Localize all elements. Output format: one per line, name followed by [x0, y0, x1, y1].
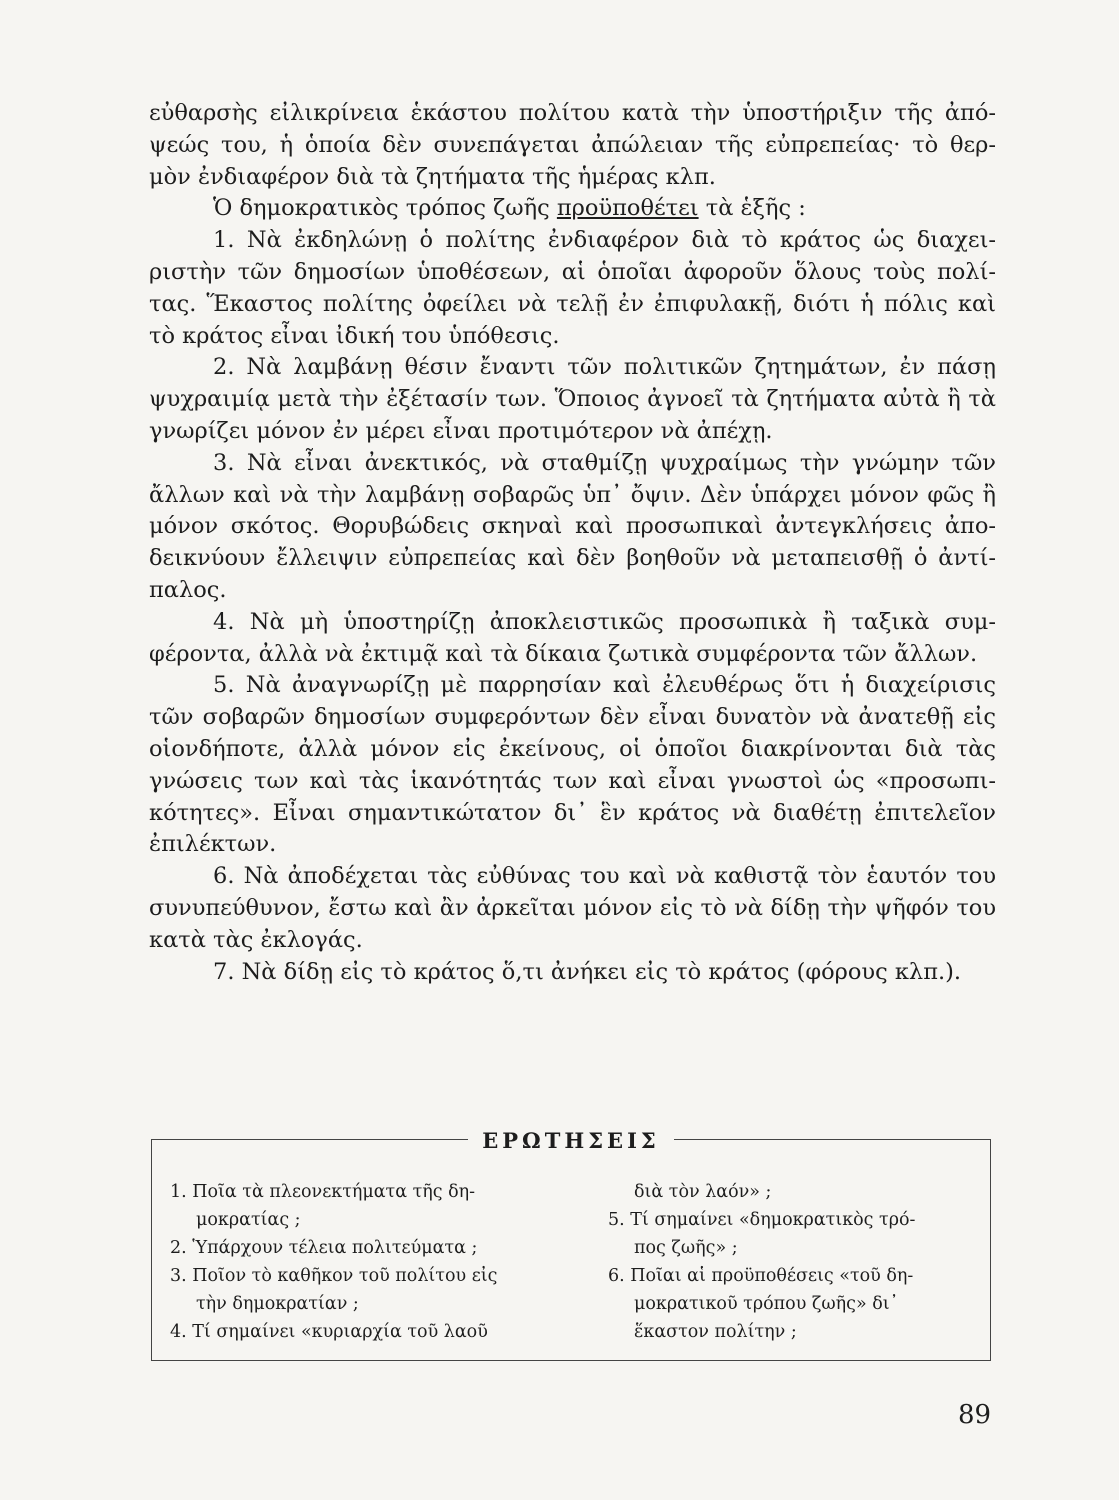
text-line: 6. Νὰ ἀποδέχεται τὰς εὐθύνας του καὶ νὰ καθιστᾷ τὸν ἑαυτόν: [213, 863, 948, 890]
text-line: 1. Νὰ ἐκδηλώνῃ ὁ πολίτης ἐνδιαφέρον διὰ τὸ κράτος ὡς διαχει-: [213, 227, 996, 254]
question-line: 4. Τί σημαίνει «κυριαρχία τοῦ λαοῦ: [170, 1322, 488, 1342]
text-line: ἢ μόνον σκότος. Θορυβώδεις σκηναὶ καὶ προσωπικαὶ ἀντεγκλήσεις ἀπο-: [149, 481, 996, 540]
item-3: [149, 448, 996, 607]
item-6: [149, 861, 996, 956]
question-line: 1. Ποῖα τὰ πλεονεκτήματα τῆς δη-: [170, 1182, 476, 1202]
text-line: τῶν σοβαρῶν δημοσίων συμφερόντων δὲν εἶναι δυνατὸν νὰ ἀνατεθῇ: [149, 704, 954, 731]
text-line: του συνυπεύθυνον, ἔστω καὶ ἂν ἀρκεῖται μόνον εἰς τὸ νὰ δίδῃ τὴν ψῆφόν: [149, 863, 996, 921]
question-line: μοκρατίας ;: [196, 1210, 301, 1230]
text-line: δεικνύουν ἔλλειψιν εὐπρεπείας καὶ δὲν βοηθοῦν νὰ μεταπεισθῇ ὁ ἀντί-: [149, 545, 996, 572]
text-line: εὐθαρσὴς εἰλικρίνεια ἑκάστου πολίτου κατὰ τὴν ὑποστήριξιν τῆς ἀπό-: [149, 100, 996, 126]
text-line: φέροντα, ἀλλὰ νὰ ἐκτιμᾷ καὶ τὰ δίκαια ζωτικὰ συμφέροντα τῶν ἄλλων.: [149, 640, 978, 667]
questions-right-column: [608, 1178, 978, 1346]
text-line: κότητες». Εἶναι σημαντικώτατον δι᾽ ἓν κράτος νὰ διαθέτῃ ἐπιτελεῖον: [149, 799, 996, 826]
text-line: ριστὴν τῶν δημοσίων ὑποθέσεων, αἱ ὁποῖαι ἀφοροῦν ὅλους τοὺς πολί-: [149, 258, 996, 285]
questions-box: [151, 1128, 991, 1361]
main-text: [149, 98, 996, 988]
item-4: [149, 607, 996, 671]
text-line: ἢ τὰ γνωρίζει μόνον ἐν μέρει εἶναι προτιμότερον νὰ ἀπέχῃ.: [149, 386, 996, 444]
text-line: τας. Ἕκαστος πολίτης ὀφείλει νὰ τελῇ ἐν ἐπιφυλακῇ, διότι ἡ πόλις: [149, 290, 948, 317]
page-number: 89: [958, 1400, 992, 1430]
item-5: [149, 670, 996, 861]
text-segment: Ὁ δημοκρατικὸς τρόπος ζωῆς: [213, 195, 557, 222]
text-line: ἄλλων καὶ νὰ τὴν λαμβάνῃ σοβαρῶς ὑπ᾽ ὄψιν. Δὲν ὑπάρχει μόνον φῶς: [149, 481, 975, 508]
item-2: [149, 352, 996, 447]
text-line: ψυχραιμίᾳ μετὰ τὴν ἐξέτασίν των. Ὅποιος ἀγνοεῖ τὰ ζητήματα αὐτὰ: [149, 386, 940, 413]
question-line: 6. Ποῖαι αἱ προϋποθέσεις «τοῦ δη-: [608, 1266, 914, 1286]
item-1: [149, 225, 996, 352]
text-line: του κατὰ τὰς ἐκλογάς.: [149, 894, 996, 953]
text-line: 3. Νὰ εἶναι ἀνεκτικός, νὰ σταθμίζῃ ψυχραίμως τὴν γνώμην τῶν: [213, 449, 996, 476]
paragraph-prerequisites: [149, 193, 996, 225]
text-line: ψεώς του, ἡ ὁποία δὲν συνεπάγεται ἀπώλειαν τῆς εὐπρεπείας· τὸ θερ-: [149, 131, 996, 158]
question-line: πος ζωῆς» ;: [634, 1238, 738, 1258]
text-line: 2. Νὰ λαμβάνῃ θέσιν ἔναντι τῶν πολιτικῶν ζητημάτων, ἐν πάσῃ: [213, 354, 996, 381]
text-line: 5. Νὰ ἀναγνωρίζῃ μὲ παρρησίαν καὶ ἐλευθέρως ὅτι ἡ διαχείρισις: [213, 672, 996, 699]
question-line: 2. Ὑπάρχουν τέλεια πολιτεύματα ;: [170, 1238, 478, 1258]
question-line: τὴν δημοκρατίαν ;: [196, 1294, 359, 1314]
text-line: γνώσεις των καὶ τὰς ἱκανότητάς των καὶ εἶναι γνωστοὶ ὡς «προσωπι-: [149, 767, 996, 794]
paragraph-intro: [149, 98, 996, 193]
question-line: ἕκαστον πολίτην ;: [634, 1322, 797, 1342]
question-line: διὰ τὸν λαόν» ;: [634, 1182, 772, 1202]
text-line: ἐπιλέκτων.: [149, 831, 277, 858]
question-line: μοκρατικοῦ τρόπου ζωῆς» δι᾽: [634, 1294, 899, 1314]
questions-left-column: [170, 1178, 550, 1346]
text-line: καὶ τὸ κράτος εἶναι ἰδική του ὑπόθεσις.: [149, 290, 996, 349]
text-line: 4. Νὰ μὴ ὑποστηρίζῃ ἀποκλειστικῶς προσωπικὰ ἢ ταξικὰ συμ-: [213, 608, 996, 635]
text-line: εἰς οἱονδήποτε, ἀλλὰ μόνον εἰς ἐκείνους, οἱ ὁποῖοι διακρίνονται διὰ τὰς: [149, 704, 996, 762]
question-line: 5. Τί σημαίνει «δημοκρατικὸς τρό-: [608, 1210, 916, 1230]
text-line: μὸν ἐνδιαφέρον διὰ τὰ ζητήματα τῆς ἡμέρας κλπ.: [149, 163, 716, 190]
questions-title: [152, 1128, 990, 1153]
text-segment: τὰ ἑξῆς :: [698, 195, 806, 222]
text-line: 7. Νὰ δίδῃ εἰς τὸ κράτος ὅ,τι ἀνήκει εἰς τὸ κράτος (φόρους κλπ.).: [213, 958, 962, 985]
underlined-word: προϋποθέτει: [556, 195, 699, 222]
questions-title-text: ΕΡΩΤΗΣΕΙΣ: [468, 1128, 673, 1153]
text-line: παλος.: [149, 576, 227, 603]
question-line: 3. Ποῖον τὸ καθῆκον τοῦ πολίτου εἰς: [170, 1266, 498, 1286]
item-7: [149, 957, 996, 989]
